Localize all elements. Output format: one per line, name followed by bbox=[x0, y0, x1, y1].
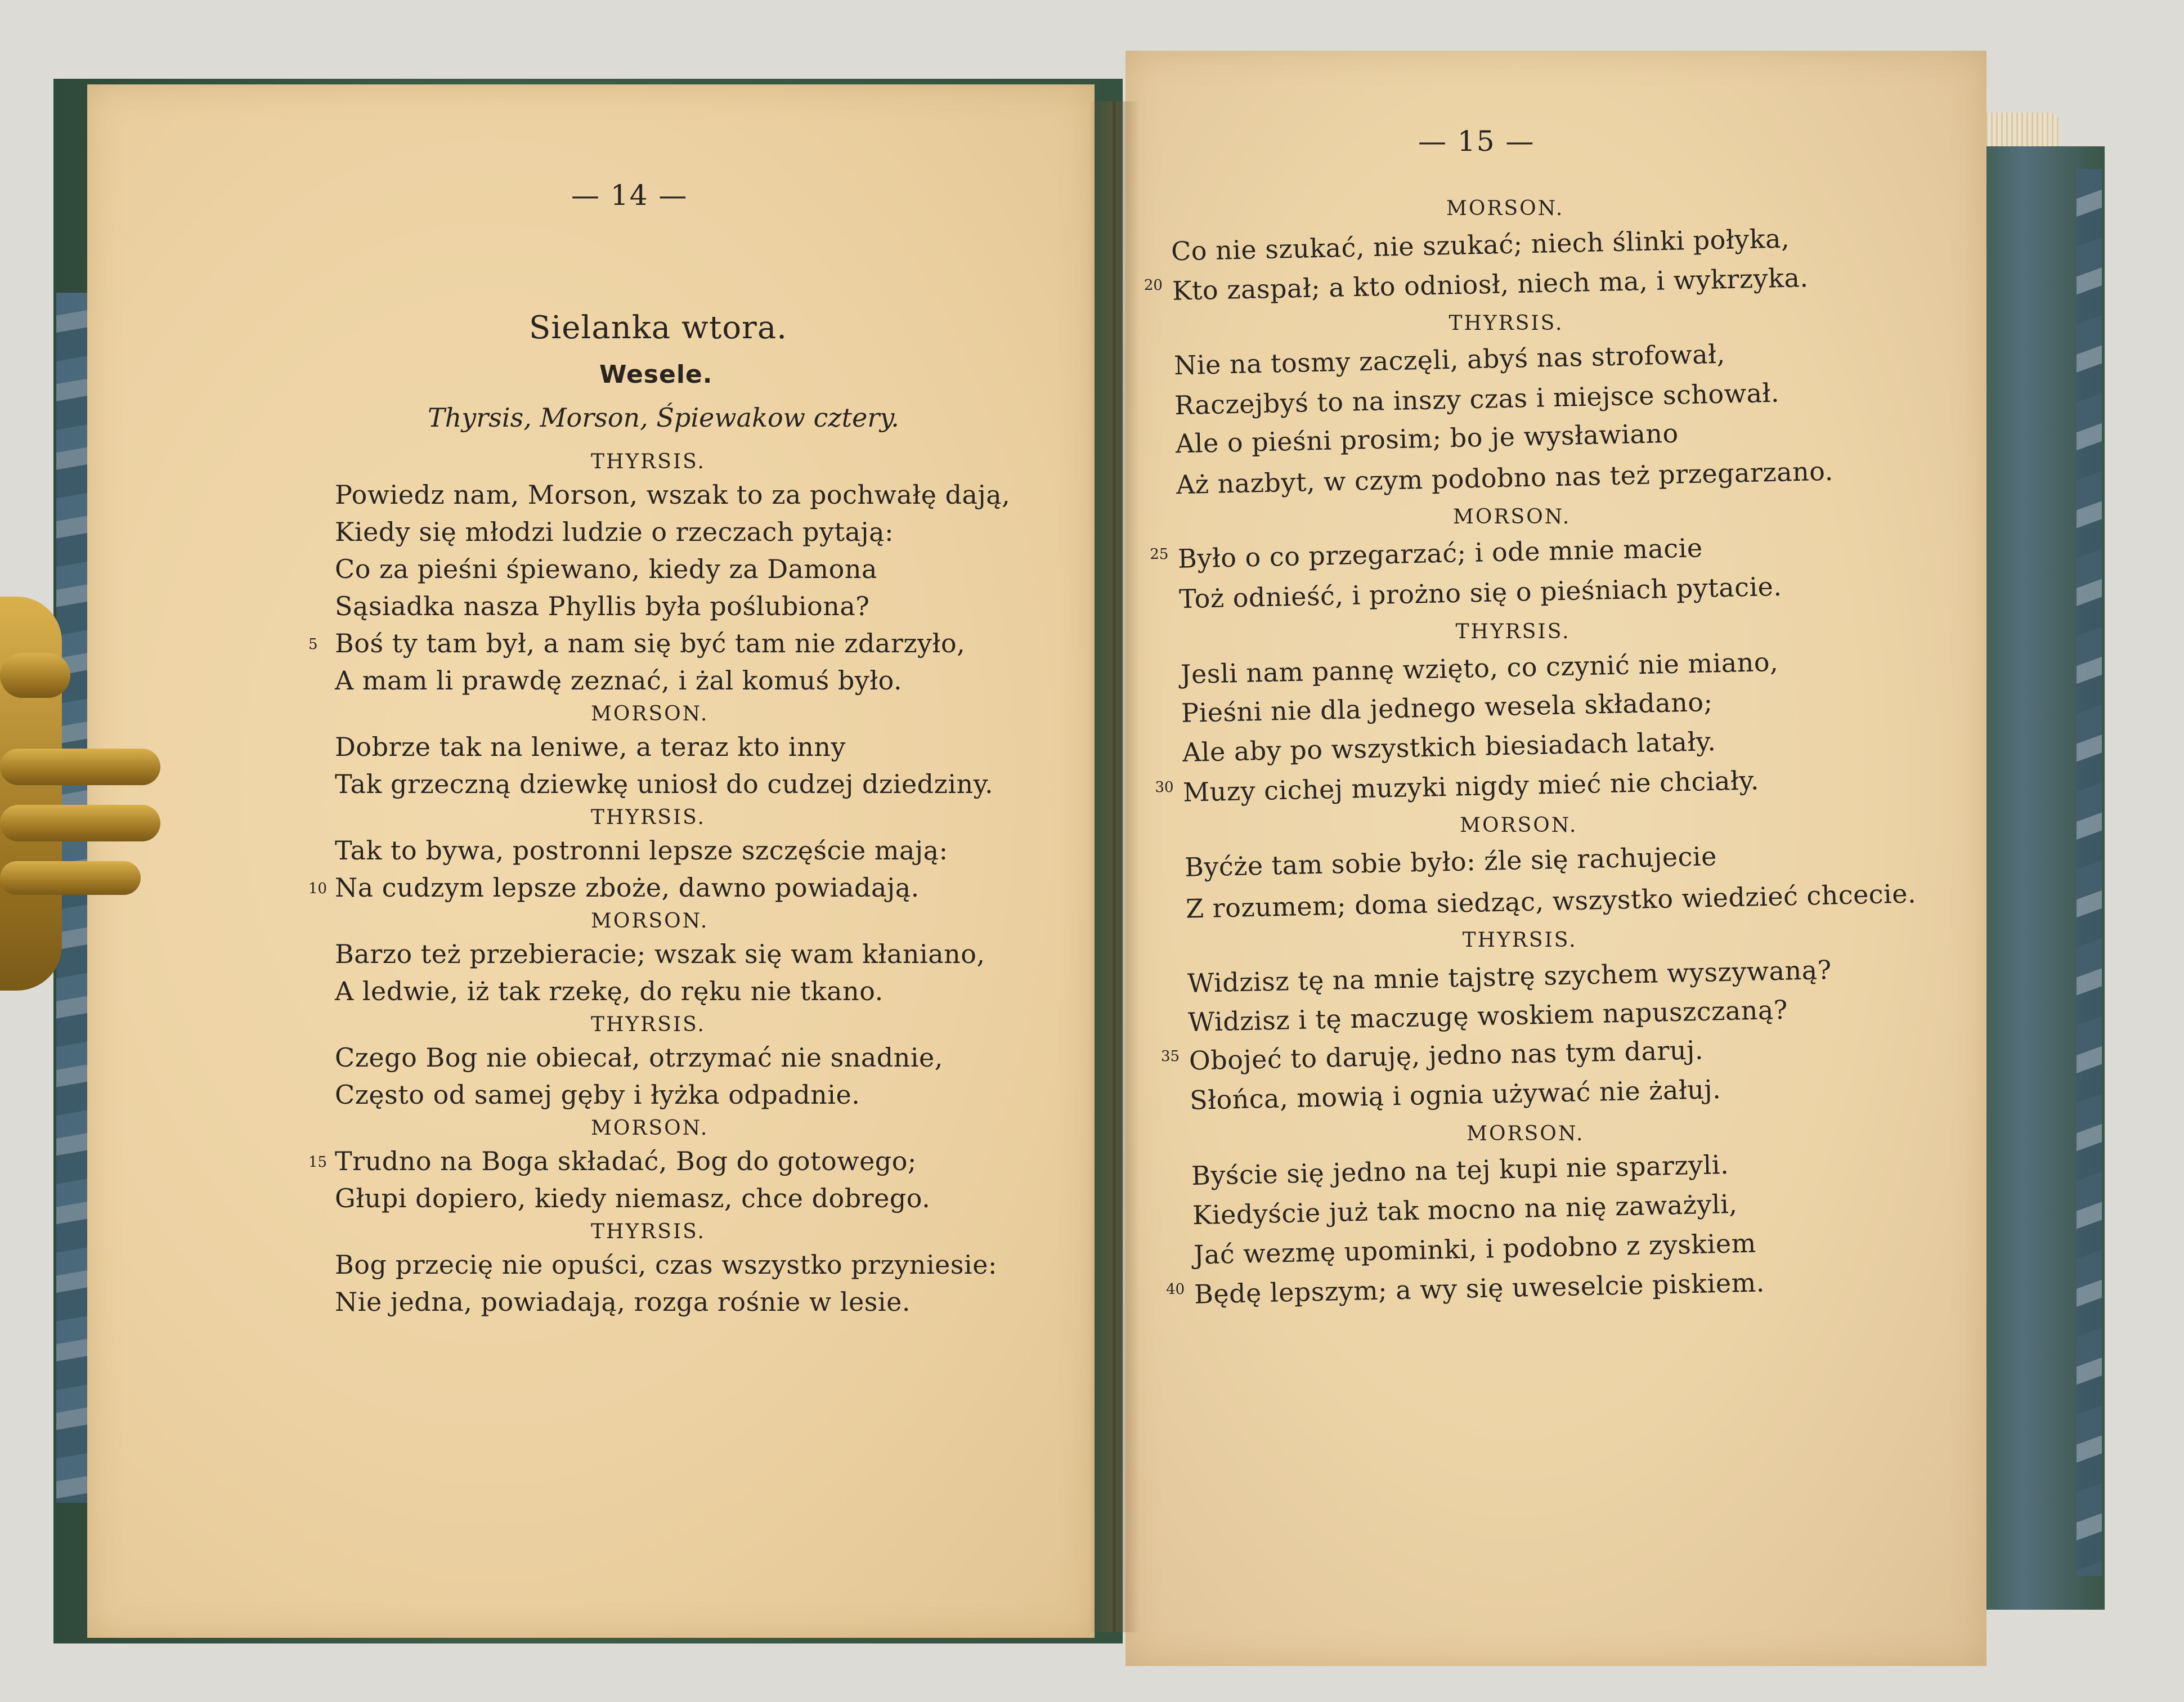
verse-line: Widzisz i tę maczugę woskiem napuszczaną? bbox=[1187, 994, 1788, 1038]
verse-line: Toż odnieść, i prożno się o pieśniach pytacie. bbox=[1178, 571, 1782, 615]
verse-line: Ale aby po wszystkich biesiadach latały. bbox=[1182, 726, 1716, 768]
page-number-left: — 14 — bbox=[571, 179, 688, 212]
speaker-label: MORSON. bbox=[591, 1117, 709, 1140]
dramatis-personae: Thyrsis, Morson, Śpiewakow cztery. bbox=[428, 402, 899, 433]
speaker-label: THYRSIS. bbox=[1455, 620, 1571, 643]
speaker-label: THYRSIS. bbox=[591, 450, 706, 473]
line-number: 15 bbox=[308, 1154, 328, 1171]
verse-line: Czego Bog nie obiecał, otrzymać nie snadnie, bbox=[335, 1042, 943, 1073]
line-number: 5 bbox=[308, 636, 318, 653]
book-gutter bbox=[1089, 101, 1140, 1632]
verse-line: Powiedz nam, Morson, wszak to za pochwałę dają, bbox=[335, 480, 1011, 510]
line-number: 35 bbox=[1160, 1048, 1180, 1065]
marbled-edge-right bbox=[2077, 169, 2102, 1576]
line-number: 10 bbox=[308, 880, 328, 897]
speaker-label: MORSON. bbox=[1453, 505, 1571, 528]
speaker-label: MORSON. bbox=[591, 702, 709, 725]
verse-line: Tak grzeczną dziewkę uniosł do cudzej dziedziny. bbox=[335, 769, 994, 799]
line-number: 30 bbox=[1155, 779, 1174, 796]
verse-line: Trudno na Boga składać, Bog do gotowego; bbox=[335, 1146, 917, 1176]
line-number: 20 bbox=[1143, 277, 1163, 294]
verse-line: Na cudzym lepsze zboże, dawno powiadają. bbox=[335, 872, 920, 903]
speaker-label: THYRSIS. bbox=[1448, 312, 1564, 335]
verse-line: Słońca, mowią i ognia używać nie żałuj. bbox=[1190, 1074, 1722, 1116]
speaker-label: THYRSIS. bbox=[591, 1220, 706, 1243]
verse-line: Tak to bywa, postronni lepsze szczęście mają: bbox=[335, 835, 948, 866]
speaker-label: MORSON. bbox=[1446, 197, 1564, 220]
speaker-label: MORSON. bbox=[591, 910, 709, 933]
verse-line: Sąsiadka nasza Phyllis była poślubiona? bbox=[335, 591, 870, 621]
speaker-label: MORSON. bbox=[1460, 814, 1578, 837]
brass-finger bbox=[0, 861, 141, 895]
verse-line: Byćże tam sobie było: źle się rachujecie bbox=[1184, 841, 1717, 883]
verse-line: Muzy cichej muzyki nigdy mieć nie chciały. bbox=[1182, 765, 1760, 808]
verse-line: Jesli nam pannę wzięto, co czynić nie miano, bbox=[1180, 646, 1779, 690]
brass-finger bbox=[0, 653, 70, 698]
verse-line: Dobrze tak na leniwe, a teraz kto inny bbox=[335, 732, 846, 762]
verse-line: Będę lepszym; a wy się uweselcie piskiem. bbox=[1194, 1267, 1765, 1310]
line-number: 25 bbox=[1150, 546, 1169, 563]
verse-line: Boś ty tam był, a nam się być tam nie zdarzyło, bbox=[335, 628, 966, 659]
verse-line: Kiedyście już tak mocno na nię zaważyli, bbox=[1192, 1188, 1738, 1231]
speaker-label: MORSON. bbox=[1467, 1122, 1585, 1145]
verse-line: A ledwie, iż tak rzekę, do ręku nie tkano. bbox=[335, 976, 884, 1006]
verse-line: Często od samej gęby i łyżka odpadnie. bbox=[335, 1080, 860, 1110]
verse-line: A mam li prawdę zeznać, i żal komuś było. bbox=[335, 665, 903, 696]
verse-line: Głupi dopiero, kiedy niemasz, chce dobrego. bbox=[335, 1183, 931, 1213]
verse-line: Było o co przegarzać; i ode mnie macie bbox=[1177, 532, 1703, 574]
verse-line: Z rozumem; doma siedząc, wszystko wiedzieć chcecie. bbox=[1185, 878, 1917, 924]
verse-line: Nie na tosmy zaczęli, abyś nas strofował, bbox=[1173, 338, 1725, 381]
poem-title: Sielanka wtora. bbox=[529, 310, 788, 346]
verse-line: Widzisz tę na mnie tajstrę szychem wyszywaną? bbox=[1187, 955, 1832, 998]
page-number-right: — 15 — bbox=[1418, 125, 1535, 158]
verse-line: Obojeć to daruję, jedno nas tym daruj. bbox=[1189, 1034, 1704, 1076]
verse-line: Kiedy się młodzi ludzie o rzeczach pytają: bbox=[335, 517, 894, 547]
verse-line: Aż nazbyt, w czym podobno nas też przegarzano. bbox=[1176, 455, 1834, 500]
line-number: 40 bbox=[1166, 1281, 1185, 1298]
verse-line: Co nie szukać, nie szukać; niech ślinki połyka, bbox=[1171, 223, 1790, 267]
speaker-label: THYRSIS. bbox=[591, 806, 706, 829]
verse-line: Bog przecię nie opuści, czas wszystko przyniesie: bbox=[335, 1249, 997, 1280]
poem-subtitle: Wesele. bbox=[599, 360, 713, 389]
verse-line: Byście się jedno na tej kupi nie sparzyli. bbox=[1191, 1149, 1730, 1191]
verse-line: Co za pieśni śpiewano, kiedy za Damona bbox=[335, 554, 877, 584]
brass-finger bbox=[0, 749, 160, 785]
verse-line: Barzo też przebieracie; wszak się wam kłaniano, bbox=[335, 939, 985, 969]
verse-line: Pieśni nie dla jednego wesela składano; bbox=[1181, 687, 1714, 728]
speaker-label: THYRSIS. bbox=[1462, 929, 1577, 952]
verse-line: Nie jedna, powiadają, rozga rośnie w lesie. bbox=[335, 1287, 911, 1317]
verse-line: Jać wezmę upominki, i podobno z zyskiem bbox=[1193, 1228, 1756, 1270]
speaker-label: THYRSIS. bbox=[591, 1013, 706, 1036]
verse-line: Kto zaspał; a kto odniosł, niech ma, i wykrzyka. bbox=[1172, 262, 1809, 306]
brass-finger bbox=[0, 805, 160, 841]
verse-line: Ale o pieśni prosim; bo je wysławiano bbox=[1175, 418, 1679, 459]
verse-line: Raczejbyś to na inszy czas i miejsce schował. bbox=[1174, 377, 1780, 421]
